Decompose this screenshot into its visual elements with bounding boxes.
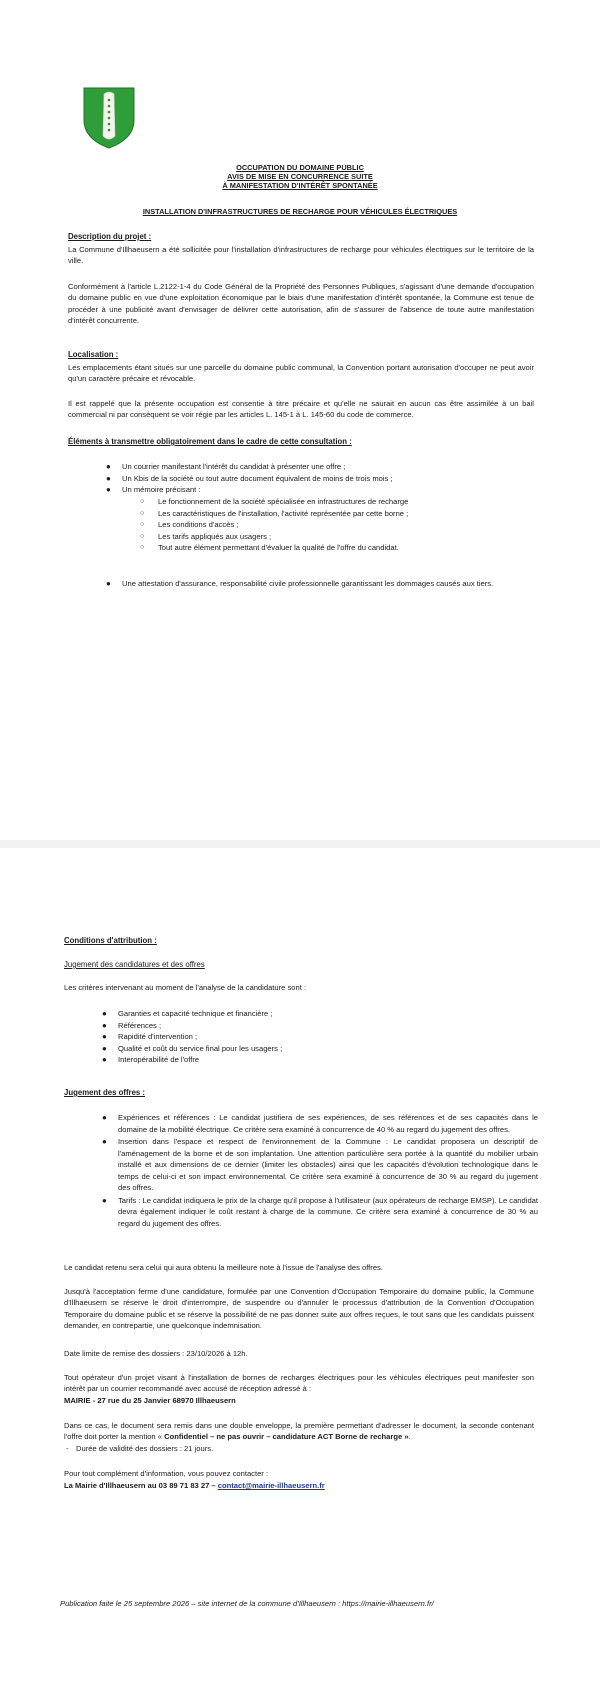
date-limite: Date limite de remise des dossiers : 23/10/2026 à 12h. xyxy=(64,1349,248,1358)
document-page-2 xyxy=(0,848,600,1697)
list-item: ● Un mémoire précisant : xyxy=(106,485,201,494)
reservation-paragraph: Jusqu'à l'acceptation ferme d'une candidature, formulée par une Convention d'Occupation Temporaire du domaine public, la Commune d'Illhaeusern se réserve le droit d'interrompre, de suspendre ou d'annuler le processus d'attribution de la Convention d'Occupation Temporaire du domaine public et se réserve la possibilité de ne pas donner suite aux offres reçues, le tout sans que les candidats puissent demander, en contrepartie, une quelconque indemnisation. xyxy=(64,1287,534,1330)
circle-bullet-icon: ○ xyxy=(140,521,145,528)
sublist-item: ○ Les conditions d'accès ; xyxy=(140,520,239,529)
bullet-icon: ● xyxy=(102,1137,107,1146)
list-item: ● Rapidité d'intervention ; xyxy=(102,1032,198,1041)
operateur-paragraph: Tout opérateur d'un projet visant à l'installation de bornes de recharges électriques pour les véhicules électriques peut manifester son intérêt par un courrier recommandé avec accusé de réception adressé à : xyxy=(64,1373,534,1394)
document-page-1 xyxy=(0,0,600,840)
circle-bullet-icon: ○ xyxy=(140,544,145,551)
title-line-1: OCCUPATION DU DOMAINE PUBLIC xyxy=(236,163,364,172)
dash-bullet-icon: - xyxy=(66,1444,69,1453)
list-item: ● Une attestation d'assurance, responsabilité civile professionnelle garantissant les dommages causés aux tiers. xyxy=(106,579,494,588)
offres-heading: Jugement des offres : xyxy=(64,1088,146,1097)
conditions-heading: Conditions d'attribution : xyxy=(64,936,157,945)
sublist-item: ○ Les caractéristiques de l'installation, l'activité représentée par cette borne ; xyxy=(140,508,409,518)
bullet-icon: ● xyxy=(102,1020,107,1030)
publication-footer: Publication faite le 25 septembre 2026 – site internet de la commune d'Illhaeusern : https://mairie-illhaeusern.fr/ xyxy=(60,1599,434,1608)
contact-email-link[interactable]: contact@mairie-illhaeusern.fr xyxy=(217,1481,325,1490)
subtitle: INSTALLATION D'INFRASTRUCTURES DE RECHARGE POUR VÉHICULES ÉLECTRIQUES xyxy=(142,207,458,216)
list-item: ● Tarifs : Le candidat indiquera le prix de la charge qu'il propose à l'utilisateur (aux opérateurs de recharge EMSP). Le candidat devra également indiquer le coût restant à charge de la commune. Ce critère sera examiné à concurrence de 30 % au regard du jugement des offres. xyxy=(102,1195,538,1228)
list-item: ● Expériences et références : Le candidat justifiera de ses expériences, de ses références et de ses capacités dans le domaine de la mobilité électrique. Ce critère sera examiné à concurrence de 40 % au regard du jugement des offres. xyxy=(102,1113,538,1134)
list-item: ● Interopérabilité de l'offre xyxy=(102,1055,200,1064)
bullet-icon: ● xyxy=(106,579,111,588)
contact-line: La Mairie d'Illhaeusern au 03 89 71 83 27 – contact@mairie-illhaeusern.fr xyxy=(64,1481,325,1490)
description-para-1: La Commune d'Illhaeusern a été sollicitée pour l'installation d'infrastructures de recharge pour véhicules électriques sur le territoire de la ville. xyxy=(68,245,534,266)
title-line-3: À MANIFESTATION D'INTÉRÊT SPONTANÉE xyxy=(222,181,378,190)
list-item: ● Un Kbis de la société ou tout autre document équivalent de moins de trois mois ; xyxy=(106,473,393,483)
sublist-item: ○ Le fonctionnement de la société spécialisée en infrastructures de recharge xyxy=(140,497,409,506)
elements-list xyxy=(106,461,532,496)
bullet-icon: ● xyxy=(106,473,111,483)
enveloppe-paragraph: Dans ce cas, le document sera remis dans une double enveloppe, la première permettant d'adresser le document, la seconde contenant l'offre doit porter la mention « Confidentiel – ne pas ouvrir – candidature ACT Borne de recharge ». xyxy=(64,1421,534,1442)
circle-bullet-icon: ○ xyxy=(140,509,145,517)
localisation-para-1: Les emplacements étant situés sur une parcelle du domaine public communal, la Convention portant autorisation d'occuper ne peut avoir qu'un caractère précaire et révocable. xyxy=(68,363,534,384)
mairie-address: MAIRIE - 27 rue du 25 Janvier 68970 Illhaeusern xyxy=(64,1396,236,1405)
criteres-intro: Les critères intervenant au moment de l'analyse de la candidature sont : xyxy=(64,983,307,992)
bullet-icon: ● xyxy=(102,1032,107,1041)
localisation-para-2: Il est rappelé que la présente occupation est consentie à titre précaire et qu'elle ne saurait en aucun cas être assimilée à un bail commercial ni par conséquent se voir régie par les articles L. 145-1 à L. 145-60 du code de commerce. xyxy=(68,399,534,420)
elements-heading: Éléments à transmettre obligatoirement dans le cadre de cette consultation : xyxy=(68,437,352,446)
bullet-icon: ● xyxy=(102,1055,107,1064)
list-item: ● Références ; xyxy=(102,1020,162,1030)
bullet-icon: ● xyxy=(106,462,111,471)
list-item: ● Un courrier manifestant l'intérêt du candidat à présenter une offre ; xyxy=(106,462,346,471)
bullet-icon: ● xyxy=(102,1009,107,1018)
bullet-icon: ● xyxy=(102,1113,107,1122)
description-heading: Description du projet : xyxy=(68,232,152,241)
list-item: ● Garanties et capacité technique et financière ; xyxy=(102,1009,273,1018)
circle-bullet-icon: ○ xyxy=(140,498,145,505)
elements-list-last xyxy=(106,578,532,590)
list-item: ● Qualité et coût du service final pour les usagers ; xyxy=(102,1043,283,1053)
memoire-sublist xyxy=(140,496,538,554)
commune-crest-logo xyxy=(82,86,136,150)
offres-list xyxy=(102,1112,538,1229)
validite-item: - Durée de validité des dossiers : 21 jours. xyxy=(66,1444,214,1453)
jugement-candidatures-heading: Jugement des candidatures et des offres xyxy=(64,960,205,969)
localisation-heading: Localisation : xyxy=(68,350,119,359)
criteres-list xyxy=(102,1008,528,1066)
circle-bullet-icon: ○ xyxy=(140,532,145,540)
bullet-icon: ● xyxy=(102,1195,107,1205)
page-separator xyxy=(0,840,600,848)
bullet-icon: ● xyxy=(106,485,111,494)
sublist-item: ○ Les tarifs appliqués aux usagers ; xyxy=(140,531,272,541)
sublist-item: ○ Tout autre élément permettant d'évaluer la qualité de l'offre du candidat. xyxy=(140,543,399,552)
candidat-retenu: Le candidat retenu sera celui qui aura obtenu la meilleure note à l'issue de l'analyse des offres. xyxy=(64,1263,383,1272)
bullet-icon: ● xyxy=(102,1043,107,1053)
contact-intro: Pour tout complément d'information, vous pouvez contacter : xyxy=(64,1469,269,1478)
description-para-2: Conformément à l'article L.2122-1-4 du Code Général de la Propriété des Personnes Publiques, s'agissant d'une demande d'occupation du domaine public en vue d'une exploitation économique par le biais d'une manifestation d'intérêt spontanée, la Commune est tenue de procéder à une publicité avant d'envisager de délivrer cette autorisation, afin de s'assurer de l'absence de toute autre manifestation d'intérêt concurrente. xyxy=(68,282,534,325)
list-item: ● Insertion dans l'espace et respect de l'environnement de la Commune : Le candidat proposera un descriptif de l'aménagement de la borne et de son implantation. Une attention particulière sera portée à la quantité du mobilier urbain installé et aux dimensions de ce dernier (limiter les obstacles) ainsi que les capacités d'évolution technologique dans le temps de celui-ci et son impact environnemental. Ce critère sera examiné à concurrence de 30 % au regard du jugement des offres. xyxy=(102,1137,538,1192)
title-line-2: AVIS DE MISE EN CONCURRENCE SUITE xyxy=(227,172,373,181)
